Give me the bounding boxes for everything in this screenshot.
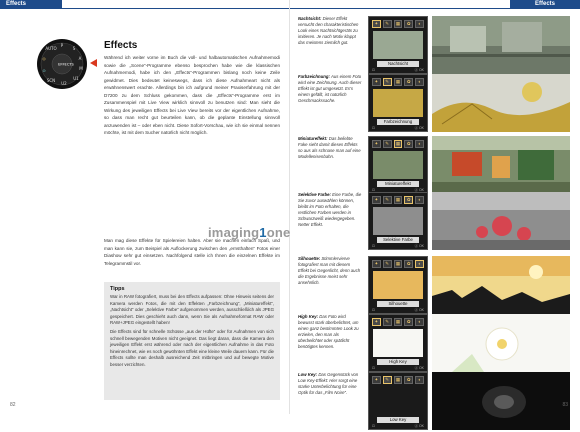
screen-footer-right: Ⓐ OK xyxy=(414,244,424,248)
screen-footer-right: Ⓐ OK xyxy=(414,188,424,192)
screen-effect-label: Silhouette xyxy=(377,301,419,307)
watermark xyxy=(208,225,290,240)
svg-text:⊙: ⊙ xyxy=(42,68,46,73)
effect-sample-photo xyxy=(432,314,570,372)
effect-icon-row xyxy=(369,315,427,326)
intro-paragraph: Während ich weiter vorne im Buch die voll- und halbautomatischen Aufnahmemodi sowie die „Scene“-Programme ebenso besprochen habe wie die klassischen Aufnahmemodi, habe ich den „Effects“-Programmen bislang noch keine Zeile gewidmet. Dies bedeutet keineswegs, dass ich diese Aufnahmeart nicht als erwähnenswert erachte. Allerdings bin ich aufgrund meiner Praxiserfahrung mit der D7200 zu dem Schluss gekommen, dass die „Effects“-Programme erst im Zusammenspiel mit Live View wirklich sinnvoll zu benutzen sind: Man sieht die Wirkung des jeweiligen Effects bei Live View bereits vor der eigentlichen Aufnahme, so dass man recht gut beurteilen kann, ob die geplante Einstellung sinnvoll anzuwenden ist – oder eben nicht. Diese Sofort-Vorschau, wie ich sie einmal nennen möchte, ist mit dem Sucher natürlich nicht möglich. xyxy=(104,55,280,136)
screen-footer-left: ⊡ xyxy=(372,424,375,428)
effect-sample-photo xyxy=(432,192,570,250)
effect-description xyxy=(298,192,362,229)
effect-mode-icon: ✿ xyxy=(404,196,413,204)
dial-pointer-icon xyxy=(90,59,97,67)
effect-text: Dieser Effekt versucht den charakteristischen Look eines Nachtsichtgeräts zu imitieren. Je nach Motiv klappt das meistens ziemlich gut. xyxy=(298,16,359,46)
screen-effect-label: Low Key xyxy=(377,417,419,423)
screen-footer-right: Ⓐ OK xyxy=(414,366,424,370)
effect-text: Aus einem Foto wird eine Zeichnung. Auch dieser Effekt ist gut umgesetzt. Es's einem gefällt, ist natürlich Geschmackssache. xyxy=(298,74,362,104)
screen-footer xyxy=(369,125,427,132)
screen-footer-left: ⊡ xyxy=(372,68,375,72)
right-page xyxy=(290,0,580,428)
screen-footer-right: Ⓐ OK xyxy=(414,68,424,72)
effect-mode-icon: ✿ xyxy=(404,140,413,148)
screen-footer-right: Ⓐ OK xyxy=(414,424,424,428)
effect-mode-icon: ▦ xyxy=(394,20,403,28)
svg-text:M: M xyxy=(79,66,83,71)
effect-mode-icon: ◐ xyxy=(415,78,424,86)
effect-mode-icon: ✿ xyxy=(404,376,413,384)
effect-title: High Key: xyxy=(298,314,319,319)
effect-mode-icon: ✿ xyxy=(404,260,413,268)
effect-mode-icon: ◐ xyxy=(415,318,424,326)
svg-text:U1: U1 xyxy=(73,76,79,81)
effect-mode-icon: ✎ xyxy=(383,318,392,326)
effect-icon-row xyxy=(369,373,427,384)
effect-description xyxy=(298,372,362,396)
preview-thumbnail xyxy=(373,387,423,415)
effect-mode-icon: ✦ xyxy=(372,260,381,268)
screen-footer-left: ⊡ xyxy=(372,308,375,312)
svg-text:U2: U2 xyxy=(61,81,67,86)
effect-mode-icon: ▦ xyxy=(394,260,403,268)
svg-text:AUTO: AUTO xyxy=(45,46,57,51)
effect-mode-icon: ✦ xyxy=(372,376,381,384)
effect-entry xyxy=(290,256,580,316)
effect-mode-icon: ✎ xyxy=(383,376,392,384)
screen-footer-left: ⊡ xyxy=(372,244,375,248)
page-number-right: 83 xyxy=(562,402,568,408)
effect-icon-row xyxy=(369,193,427,204)
effect-entry xyxy=(290,192,580,252)
tipps-paragraph-1: War in RAW fotografiert, muss bei den Effects aufpassen: Ohne Hinweis seitens der Kamera werden Fotos, die mit den Effekten „Farbzeichnung“, „Miniatureffekt“, „Nachtsicht“ oder „Selektive Farbe“ aufgenommen werden, ausschließlich als JPEG gespeichert. Dies geschieht auch dann, wenn Sie als Aufnahmeformat RAW oder RAW+JPEG eingestellt haben! xyxy=(110,294,274,326)
preview-thumbnail xyxy=(373,207,423,235)
camera-screen xyxy=(368,16,428,74)
svg-text:P: P xyxy=(60,43,64,48)
effect-mode-icon: ✎ xyxy=(383,196,392,204)
effect-description xyxy=(298,256,362,286)
effect-mode-icon: ◐ xyxy=(415,20,424,28)
effect-description xyxy=(298,16,362,46)
effect-mode-icon: ◐ xyxy=(415,260,424,268)
effect-mode-icon: ▦ xyxy=(394,140,403,148)
screen-effect-label: High Key xyxy=(377,359,419,365)
effect-sample-photo xyxy=(432,16,570,74)
effect-sample-photo xyxy=(432,136,570,194)
effect-entry xyxy=(290,314,580,374)
screen-effect-label: Miniatureffekt xyxy=(377,181,419,187)
effect-description xyxy=(298,136,362,160)
effect-description xyxy=(298,314,362,351)
effect-mode-icon: ▦ xyxy=(394,196,403,204)
second-paragraph: Man mag diese Effekte für Spielereien halten. Aber sie machen einfach Spaß, und man kann sie, zum Beispiel als Auflockerung zwischen den „ernsthaften“ Fotos einer Diashow sehr gut einsetzen. Nachfolgend stelle ich Ihnen die einzelnen Effekte im Telegrammstil vor. xyxy=(104,238,280,266)
effect-mode-icon: ▦ xyxy=(394,78,403,86)
effect-entry xyxy=(290,74,580,134)
effect-icon-row xyxy=(369,137,427,148)
preview-thumbnail xyxy=(373,89,423,117)
effect-text: Das Foto wird bewusst stark überbelichtet, um einen ganz bestimmten Look zu erzielen, den man als überbelichtet oder spätlicht benötigtes kennen. xyxy=(298,314,359,350)
effect-title: Miniatureffekt: xyxy=(298,136,328,141)
effect-description xyxy=(298,74,362,104)
screen-footer xyxy=(369,365,427,372)
effect-mode-icon: ✎ xyxy=(383,140,392,148)
effect-mode-icon: ▦ xyxy=(394,376,403,384)
effect-mode-icon: ✦ xyxy=(372,140,381,148)
svg-text:SCN: SCN xyxy=(46,78,56,83)
screen-footer-left: ⊡ xyxy=(372,126,375,130)
effect-title: Low Key: xyxy=(298,372,318,377)
effect-entry xyxy=(290,136,580,196)
effect-mode-icon: ✎ xyxy=(383,20,392,28)
screen-footer xyxy=(369,307,427,314)
screen-footer xyxy=(369,67,427,74)
section-tab: Effects xyxy=(510,0,580,9)
effect-mode-icon: ◐ xyxy=(415,140,424,148)
effect-sample-photo xyxy=(432,74,570,132)
effect-mode-icon: ✦ xyxy=(372,78,381,86)
effect-mode-icon: ✎ xyxy=(383,78,392,86)
screen-footer xyxy=(369,423,427,430)
screen-footer-left: ⊡ xyxy=(372,188,375,192)
page-number-left: 82 xyxy=(10,402,16,408)
preview-thumbnail xyxy=(373,271,423,299)
svg-text:◎: ◎ xyxy=(42,56,46,61)
effect-icon-row xyxy=(369,75,427,86)
svg-text:A: A xyxy=(78,56,82,61)
camera-screen xyxy=(368,314,428,372)
preview-thumbnail xyxy=(373,151,423,179)
page-heading: Effects xyxy=(104,40,138,51)
watermark-text: imaging xyxy=(208,225,260,240)
preview-thumbnail xyxy=(373,329,423,357)
camera-screen xyxy=(368,74,428,132)
screen-effect-label: Selektive Farbe xyxy=(377,237,419,243)
effect-icon-row xyxy=(369,257,427,268)
effect-mode-icon: ◐ xyxy=(415,376,424,384)
effect-title: Selektive Farbe: xyxy=(298,192,331,197)
screen-effect-label: Farbzeichnung xyxy=(377,119,419,125)
effect-sample-photo xyxy=(432,372,570,430)
effect-mode-icon: ◐ xyxy=(415,196,424,204)
effect-mode-icon: ✦ xyxy=(372,318,381,326)
effect-mode-icon: ✦ xyxy=(372,20,381,28)
tipps-paragraph-2: Die Effects sind für schnelle Schüsse „aus der Hüfte“ oder für Aufnahmen von sich schnell bewegenden Motiven nicht geeignet. Das liegt daran, dass die Kamera den jeweiligen Effekt erst während oder nach der eigentlichen Aufnahme in das Foto hineinrechnet, wie es noch gewöhnten Effekt eine kleine Weile dauern kann. Für die Effects sollte man deshalb ausreichend Zeit mitbringen und auf bewegte Motive besser verzichten. xyxy=(110,328,274,367)
section-tab: Effects xyxy=(0,0,62,9)
effect-mode-icon: ▦ xyxy=(394,318,403,326)
screen-footer xyxy=(369,243,427,250)
screen-effect-label: Nachtsicht xyxy=(377,61,419,67)
effect-entry xyxy=(290,372,580,432)
effect-mode-icon: ✎ xyxy=(383,260,392,268)
effect-text: Das Gegenstück von Low Key-Effekt: Hier sorgt eine starke Unterbelichtung für eine Optik für das „Film Noire“. xyxy=(298,372,359,396)
effect-mode-icon: ✦ xyxy=(372,196,381,204)
preview-thumbnail xyxy=(373,31,423,59)
camera-screen xyxy=(368,192,428,250)
effect-title: Farbzeichnung: xyxy=(298,74,330,79)
watermark-number: 1 xyxy=(259,225,267,240)
screen-footer-right: Ⓐ OK xyxy=(414,126,424,130)
effect-text: Das beliebte Fake sieht damit dieses Effekts so aus als schnase man auf eine Modellenisenbahn. xyxy=(298,136,361,160)
section-rule xyxy=(62,8,289,9)
camera-screen xyxy=(368,256,428,314)
effect-mode-icon: ✿ xyxy=(404,78,413,86)
left-page xyxy=(0,0,290,414)
mode-dial-icon xyxy=(36,38,88,90)
effect-sample-photo xyxy=(432,256,570,314)
effect-icon-row xyxy=(369,17,427,28)
camera-screen xyxy=(368,372,428,430)
effect-mode-icon: ✿ xyxy=(404,20,413,28)
effect-text: Eine Farbe, die Sie zuvor auswählen können, bleibt im Foto erhalten, die restlichen Farben werden in Schwarzweiß wiedergegeben. Netter Effekt. xyxy=(298,192,362,228)
tipps-box xyxy=(104,282,280,400)
effect-mode-icon: ✿ xyxy=(404,318,413,326)
camera-screen xyxy=(368,136,428,194)
screen-footer-right: Ⓐ OK xyxy=(414,308,424,312)
tipps-title: Tipps xyxy=(110,286,125,292)
svg-text:S: S xyxy=(72,46,76,51)
watermark-suffix: one xyxy=(266,225,291,240)
effect-title: Silhouette: xyxy=(298,256,321,261)
effect-entry xyxy=(290,16,580,76)
dial-effects-label: EFFECTS xyxy=(58,62,74,67)
effect-text: Stimmlervierve fotografiert man mit diesem Effekt bei Gegenlicht, denn auch die Ergebnisse meist sehr ansehnlich. xyxy=(298,256,361,286)
effect-title: Nachtsicht: xyxy=(298,16,322,21)
section-rule xyxy=(290,8,510,9)
screen-footer-left: ⊡ xyxy=(372,366,375,370)
